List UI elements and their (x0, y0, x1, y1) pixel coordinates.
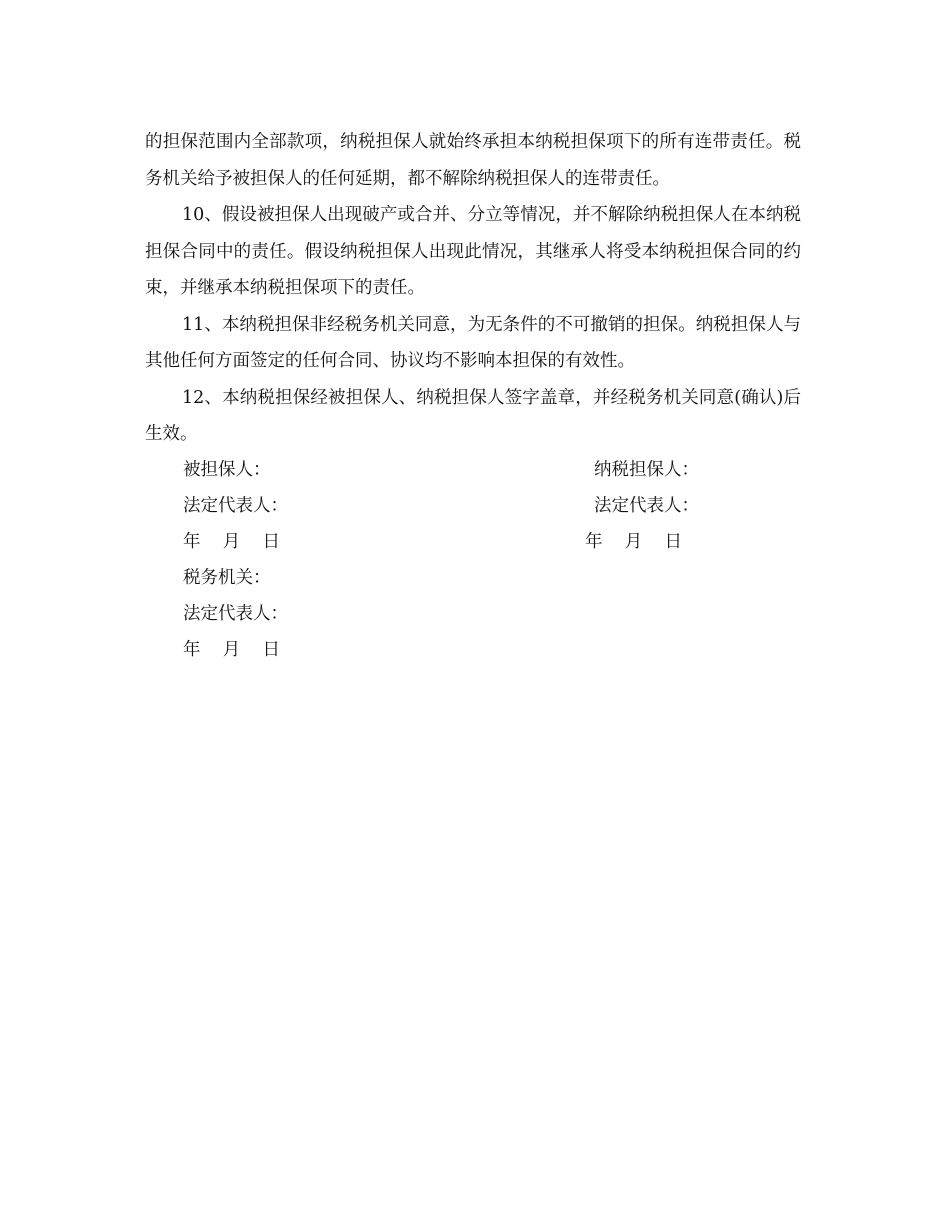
clause-12: 12、本纳税担保经被担保人、纳税担保人签字盖章，并经税务机关同意(确认)后生效。 (145, 387, 801, 444)
guarantor-rep-label: 法定代表人： (594, 496, 699, 516)
tax-authority-label: 税务机关： (183, 568, 271, 588)
clause-10: 10、假设被担保人出现破产或合并、分立等情况，并不解除纳税担保人在本纳税担保合同中的责任。假设纳税担保人出现此情况，其继承人将受本纳税担保合同的约束，并继承本纳税担保项下的责任。 (145, 205, 801, 298)
guaranteed-date-label: 年 月 日 (183, 532, 281, 552)
guaranteed-party-label: 被担保人： (183, 460, 271, 480)
guaranteed-rep-label: 法定代表人： (183, 496, 288, 516)
tax-date-label: 年 月 日 (183, 640, 281, 660)
paragraph-continuation: 的担保范围内全部款项，纳税担保人就始终承担本纳税担保项下的所有连带责任。税务机关给予被担保人的任何延期，都不解除纳税担保人的连带责任。 (145, 132, 801, 189)
guarantor-date-label: 年 月 日 (585, 532, 683, 552)
tax-rep-label: 法定代表人： (183, 604, 288, 624)
guarantor-label: 纳税担保人： (594, 460, 699, 480)
clause-11: 11、本纳税担保非经税务机关同意，为无条件的不可撤销的担保。纳税担保人与其他任何方面签定的任何合同、协议均不影响本担保的有效性。 (145, 314, 801, 371)
contract-body (145, 124, 801, 453)
